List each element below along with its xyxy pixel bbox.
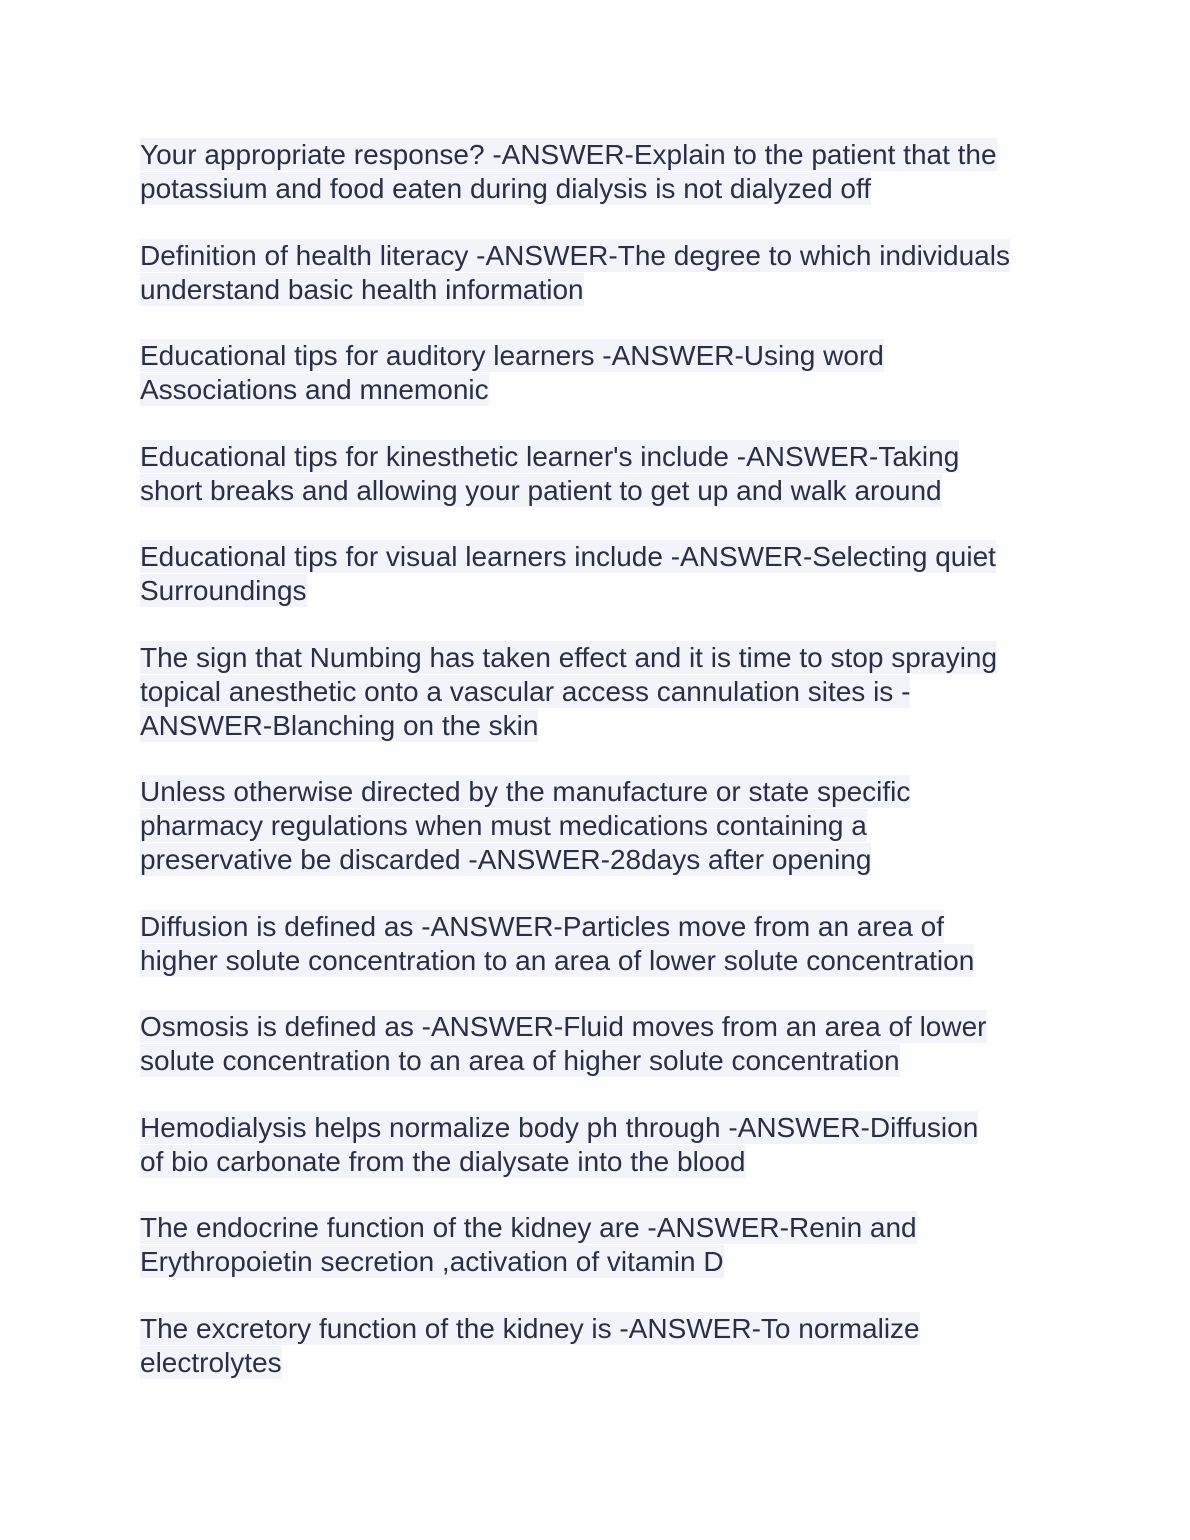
qa-line: potassium and food eaten during dialysis is not dialyzed off <box>140 173 872 204</box>
qa-line: higher solute concentration to an area of lower solute concentration <box>140 944 975 976</box>
qa-item <box>140 540 1060 608</box>
qa-line: Educational tips for auditory learners -ANSWER-Using word <box>140 340 884 371</box>
qa-line: Unless otherwise directed by the manufacture or state specific <box>140 776 911 807</box>
qa-list <box>140 138 1060 1412</box>
qa-line: solute concentration to an area of higher solute concentration <box>140 1045 900 1076</box>
qa-line: ANSWER-Blanching on the skin <box>140 709 539 741</box>
qa-item <box>140 641 1060 743</box>
qa-item <box>140 138 1060 206</box>
qa-item <box>140 1111 1060 1179</box>
qa-item <box>140 1312 1060 1380</box>
qa-item <box>140 239 1060 307</box>
qa-line: Your appropriate response? -ANSWER-Explain to the patient that the <box>140 139 997 170</box>
qa-line: short breaks and allowing your patient to get up and walk around <box>140 474 942 506</box>
qa-line: pharmacy regulations when must medications containing a <box>140 810 867 841</box>
qa-line: of bio carbonate from the dialysate into the blood <box>140 1145 746 1177</box>
qa-line: Osmosis is defined as -ANSWER-Fluid moves from an area of lower <box>140 1011 987 1042</box>
qa-line: Surroundings <box>140 575 307 606</box>
qa-line: Hemodialysis helps normalize body ph through -ANSWER-Diffusion <box>140 1111 979 1143</box>
qa-line: The endocrine function of the kidney are -ANSWER-Renin and <box>140 1212 917 1243</box>
qa-item <box>140 1211 1060 1279</box>
qa-item <box>140 910 1060 978</box>
qa-line: The sign that Numbing has taken effect and it is time to stop spraying <box>140 641 998 673</box>
qa-item <box>140 440 1060 508</box>
qa-line: Erythropoietin secretion ,activation of vitamin D <box>140 1246 724 1277</box>
qa-line: Definition of health literacy -ANSWER-The degree to which individuals <box>140 239 1010 271</box>
qa-line: Educational tips for visual learners include -ANSWER-Selecting quiet <box>140 541 996 572</box>
qa-line: Diffusion is defined as -ANSWER-Particles move from an area of <box>140 910 945 942</box>
qa-line: preservative be discarded -ANSWER-28days after opening <box>140 844 872 875</box>
qa-line: understand basic health information <box>140 273 584 305</box>
qa-line: electrolytes <box>140 1346 282 1378</box>
qa-item <box>140 775 1060 877</box>
qa-line: Educational tips for kinesthetic learner's include -ANSWER-Taking <box>140 440 960 472</box>
qa-line: The excretory function of the kidney is -ANSWER-To normalize <box>140 1312 920 1344</box>
qa-item <box>140 1010 1060 1078</box>
qa-line: topical anesthetic onto a vascular access cannulation sites is - <box>140 675 911 707</box>
qa-line: Associations and mnemonic <box>140 374 489 405</box>
qa-item <box>140 339 1060 407</box>
